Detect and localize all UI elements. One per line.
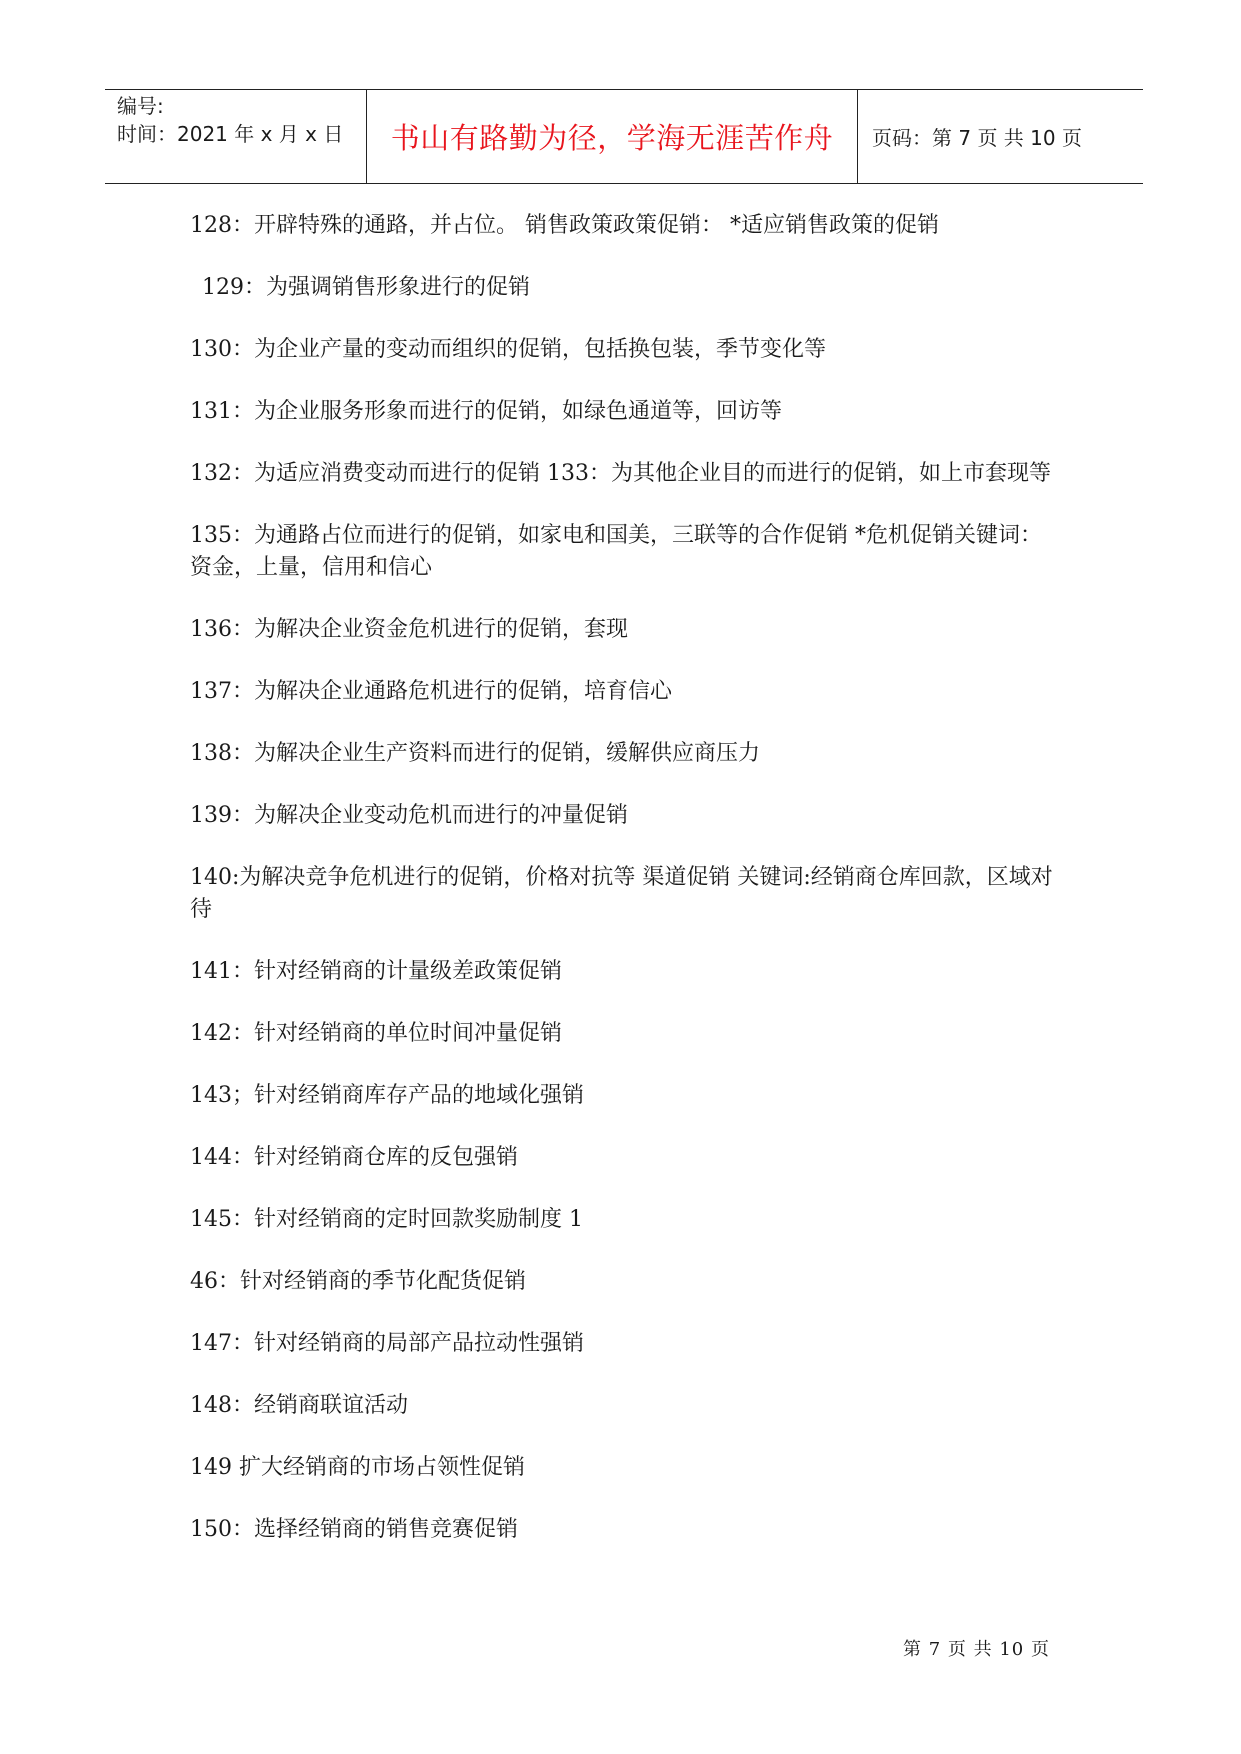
page-header (105, 89, 1143, 184)
paragraph-139: 139：为解决企业变动危机而进行的冲量促销 (190, 803, 628, 828)
header-motto: 书山有路勤为径，学海无涯苦作舟 (367, 90, 858, 183)
paragraph-140: 140:为解决竞争危机进行的促销，价格对抗等 渠道促销 关键词:经销商仓库回款，区域对待 (190, 865, 1053, 922)
paragraph-144: 144：针对经销商仓库的反包强销 (190, 1145, 518, 1170)
paragraph-148: 148：经销商联谊活动 (190, 1393, 408, 1418)
paragraph-145: 145：针对经销商的定时回款奖励制度 1 (190, 1207, 583, 1232)
paragraph-137: 137：为解决企业通路危机进行的促销，培育信心 (190, 679, 672, 704)
paragraph-142: 142：针对经销商的单位时间冲量促销 (190, 1021, 562, 1046)
document-body (190, 210, 1060, 1576)
paragraph-138: 138：为解决企业生产资料而进行的促销，缓解供应商压力 (190, 741, 760, 766)
paragraph-128: 128：开辟特殊的通路，并占位。 销售政策政策促销： *适应销售政策的促销 (190, 213, 939, 238)
paragraph-149: 149 扩大经销商的市场占领性促销 (190, 1455, 525, 1480)
header-meta (105, 90, 367, 183)
paragraph-143: 143；针对经销商库存产品的地域化强销 (190, 1083, 584, 1108)
paragraph-141: 141：针对经销商的计量级差政策促销 (190, 959, 562, 984)
header-page-number: 页码：第 7 页 共 10 页 (872, 126, 1082, 150)
paragraph-147: 147：针对经销商的局部产品拉动性强销 (190, 1331, 584, 1356)
paragraph-129: 129：为强调销售形象进行的促销 (202, 275, 530, 300)
document-time-label: 时间：2021 年 x 月 x 日 (117, 122, 344, 146)
paragraph-150: 150：选择经销商的销售竞赛促销 (190, 1517, 518, 1542)
paragraph-130: 130：为企业产量的变动而组织的促销，包括换包装，季节变化等 (190, 337, 826, 362)
paragraph-131: 131：为企业服务形象而进行的促销，如绿色通道等，回访等 (190, 399, 782, 424)
paragraph-136: 136：为解决企业资金危机进行的促销，套现 (190, 617, 628, 642)
paragraph-135: 135：为通路占位而进行的促销，如家电和国美，三联等的合作促销 *危机促销关键词：资金，上量，信用和信心 (190, 523, 1042, 580)
page-footer: 第 7 页 共 10 页 (903, 1639, 1050, 1660)
paragraph-146: 46：针对经销商的季节化配货促销 (190, 1269, 526, 1294)
document-number-label: 编号: (117, 94, 164, 118)
paragraph-132: 132：为适应消费变动而进行的促销 133：为其他企业目的而进行的促销，如上市套现等 (190, 461, 1051, 486)
